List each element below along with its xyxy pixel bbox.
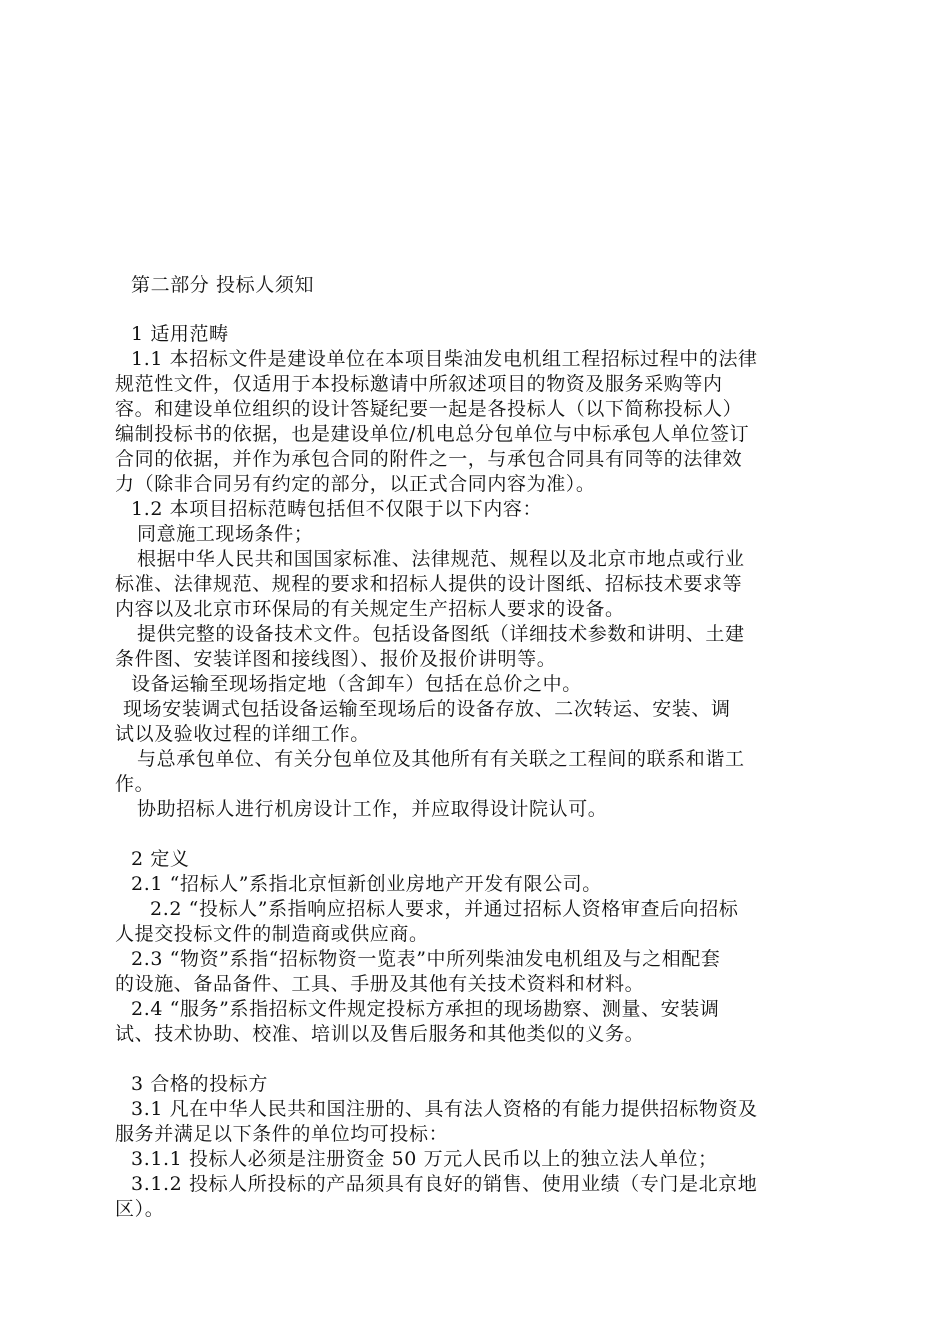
- paragraph-line: 2.3 “物资”系指“招标物资一览表”中所列柴油发电机组及与之相配套: [131, 948, 721, 970]
- section-2-heading: 2 定义: [131, 848, 190, 870]
- section-1-heading: 1 适用范畴: [131, 323, 229, 345]
- list-item-continuation: 标准、法律规范、规程的要求和招标人提供的设计图纸、招标技术要求等: [115, 573, 743, 595]
- list-item-continuation: 作。: [115, 773, 155, 795]
- list-item: 根据中华人民共和国国家标准、法律规范、规程以及北京市地点或行业: [137, 548, 745, 570]
- section-3-heading: 3 合格的投标方: [131, 1073, 268, 1095]
- paragraph-line: 1.1 本招标文件是建设单位在本项目柴油发电机组工程招标过程中的法律: [131, 348, 758, 370]
- paragraph-line: 2.1 “招标人”系指北京恒新创业房地产开发有限公司。: [131, 873, 602, 895]
- paragraph-line: 2.4 “服务”系指招标文件规定投标方承担的现场勘察、测量、安装调: [131, 998, 720, 1020]
- paragraph-line: 服务并满足以下条件的单位均可投标：: [115, 1123, 449, 1145]
- list-item: 协助招标人进行机房设计工作，并应取得设计院认可。: [137, 798, 608, 820]
- list-item: 与总承包单位、有关分包单位及其他所有有关联之工程间的联系和谐工: [137, 748, 745, 770]
- paragraph-line: 编制投标书的依据，也是建设单位/机电总分包单位与中标承包人单位签订: [115, 423, 750, 445]
- paragraph-line: 的设施、备品备件、工具、手册及其他有关技术资料和材料。: [115, 973, 645, 995]
- paragraph-line: 2.2 “投标人”系指响应招标人要求，并通过招标人资格审查后向招标: [150, 898, 739, 920]
- list-item-continuation: 试以及验收过程的详细工作。: [115, 723, 370, 745]
- paragraph-line: 3.1 凡在中华人民共和国注册的、具有法人资格的有能力提供招标物资及: [131, 1098, 758, 1120]
- paragraph-line: 力（除非合同另有约定的部分，以正式合同内容为准）。: [115, 473, 596, 495]
- paragraph-line: 规范性文件，仅适用于本投标邀请中所叙述项目的物资及服务采购等内: [115, 373, 723, 395]
- list-item-continuation: 条件图、安装详图和接线图）、报价及报价讲明等。: [115, 648, 557, 670]
- paragraph-line: 3.1.2 投标人所投标的产品须具有良好的销售、使用业绩（专门是北京地: [131, 1173, 758, 1195]
- list-item: 设备运输至现场指定地（含卸车）包括在总价之中。: [131, 673, 582, 695]
- list-item: 同意施工现场条件；: [137, 523, 314, 545]
- section-title: 第二部分 投标人须知: [131, 274, 315, 296]
- list-item: 现场安装调式包括设备运输至现场后的设备存放、二次转运、安装、调: [123, 698, 731, 720]
- paragraph-line: 试、技术协助、校准、培训以及售后服务和其他类似的义务。: [115, 1023, 645, 1045]
- paragraph-line: 合同的依据，并作为承包合同的附件之一，与承包合同具有同等的法律效: [115, 448, 743, 470]
- paragraph-line: 人提交投标文件的制造商或供应商。: [115, 923, 429, 945]
- paragraph-line: 区）。: [115, 1198, 165, 1220]
- paragraph-line: 容。和建设单位组织的设计答疑纪要一起是各投标人（以下简称投标人）: [115, 398, 743, 420]
- paragraph-line: 3.1.1 投标人必须是注册资金 50 万元人民币以上的独立法人单位；: [131, 1148, 718, 1170]
- list-item-continuation: 内容以及北京市环保局的有关规定生产招标人要求的设备。: [115, 598, 625, 620]
- paragraph-line: 1.2 本项目招标范畴包括但不仅限于以下内容：: [131, 498, 543, 520]
- list-item: 提供完整的设备技术文件。包括设备图纸（详细技术参数和讲明、土建: [137, 623, 745, 645]
